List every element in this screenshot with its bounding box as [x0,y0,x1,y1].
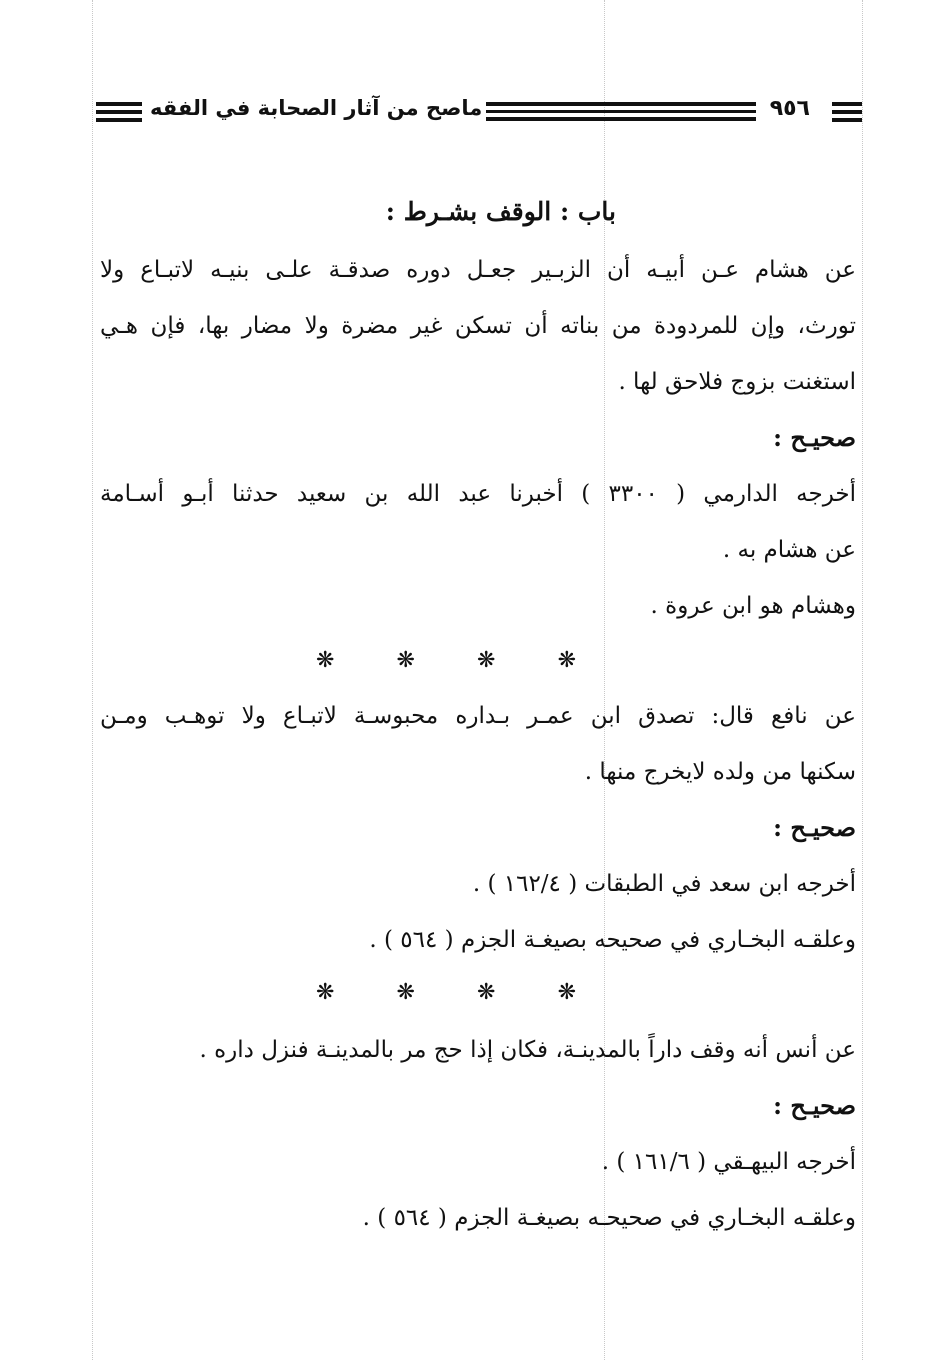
separator-star-icon: ❋ [316,648,335,673]
separator-star-icon: ❋ [477,648,496,673]
reference-line: أخرجه ابن سعد في الطبقات ( ١٦٢/٤ ) . [472,871,856,897]
reference-line: أخرجه الدارمي ( ٣٣٠٠ ) أخبرنا عبد الله بن سعيد حدثنا أبـو أسـامة [100,481,856,507]
separator-star-icon: ❋ [557,648,576,673]
header-rule-middle [486,102,756,121]
separator-star-icon: ❋ [396,980,415,1005]
reference-line: وعلقـه البخـاري في صحيحـه بصيغـة الجزم ( ٥٦٤ ) . [362,1205,856,1231]
paragraph-line: استغنت بزوج فلاحق لها . [618,369,856,395]
page-number: ٩٥٦ [769,96,810,121]
separator-star-icon: ❋ [396,648,415,673]
reference-line: وهشام هو ابن عروة . [650,593,856,619]
paragraph-line: عن نافع قال: تصدق ابن عمـر بـداره محبوسـة لاتبـاع ولا توهـب ومـن [100,703,856,729]
running-title: ماصح من آثار الصحابة في الفقه [150,96,483,120]
section-separator [316,646,576,676]
reference-line: وعلقـه البخـاري في صحيحه بصيغـة الجزم ( ٥٦٤ ) . [369,927,856,953]
chapter-title: باب : الوقف بشـرط : [385,197,616,226]
scan-guide-line [862,0,863,1360]
separator-star-icon: ❋ [477,980,496,1005]
reference-line: أخرجه البيهـقي ( ١٦١/٦ ) . [601,1149,856,1175]
paragraph-line: تورث، وإن للمردودة من بناته أن تسكن غير مضرة ولا مضار بها، فإن هـي [100,313,856,339]
paragraph-line: سكنها من ولده لايخرج منها . [584,759,856,785]
paragraph-line: عن أنس أنه وقف داراً بالمدينـة، فكان إذا حج مر بالمدينـة فنزل داره . [199,1037,856,1063]
paragraph-line: عن هشام عـن أبيـه أن الزبـير جعـل دوره صدقـة علـى بنيـه لاتبـاع ولا [100,257,856,283]
separator-star-icon: ❋ [557,980,576,1005]
separator-star-icon: ❋ [316,980,335,1005]
section-separator [316,978,576,1008]
grade-label: صحيـح : [773,1091,856,1120]
reference-line: عن هشام به . [722,537,856,563]
running-header [96,94,862,130]
grade-label: صحيـح : [773,813,856,842]
header-rule-right [832,102,862,122]
header-rule-left [96,102,142,122]
grade-label: صحيـح : [773,423,856,452]
